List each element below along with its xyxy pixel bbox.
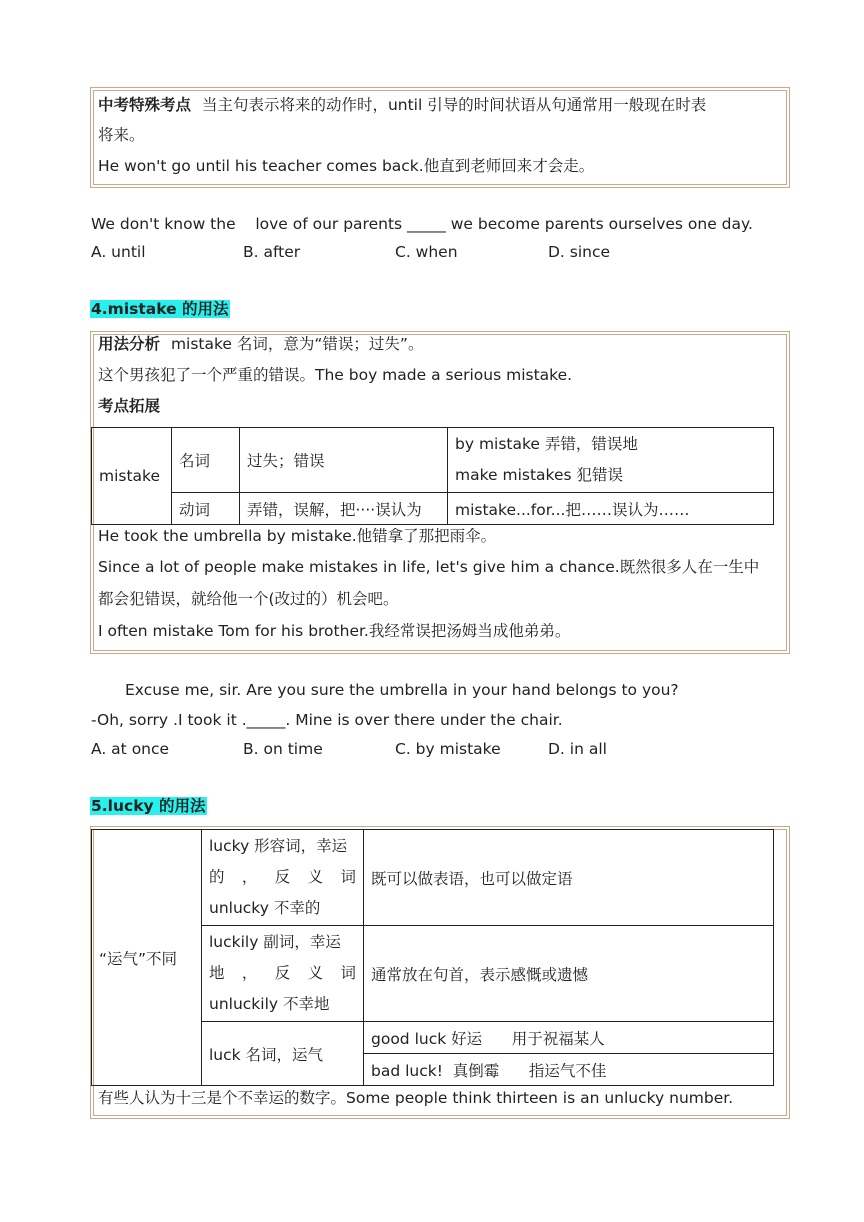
special-point-line3: He won't go until his teacher comes back.他直到老师回来才会走。 — [98, 157, 595, 175]
special-point-text: 当主句表示将来的动作时，until 引导的时间状语从句通常用一般现在时表 — [201, 96, 707, 114]
mistake-analysis-text: mistake 名词，意为“错误；过失”。 — [170, 335, 424, 353]
row2-l2-c4: 词 — [340, 964, 356, 982]
exercise2-option-a: A. at once — [91, 740, 170, 758]
mistake-table — [91, 427, 774, 525]
lucky-table-row1-word-l2 — [209, 862, 356, 893]
row2-l2-c0: 地 — [209, 964, 225, 982]
lucky-table-row2-usage: 通常放在句首，表示感慨或遗憾 — [364, 926, 774, 1022]
row2-l2-c3: 义 — [307, 964, 324, 982]
mistake-table-verb-meaning: 弄错，误解，把····误认为 — [240, 493, 448, 525]
lucky-table-row2-word-l3: unluckily 不幸地 — [209, 995, 330, 1013]
lucky-table-row1-usage: 既可以做表语，也可以做定语 — [364, 830, 774, 926]
section4-heading-text: 4.mistake 的用法 — [91, 300, 229, 318]
exercise2-line1: Excuse me, sir. Are you sure the umbrella in your hand belongs to you? — [125, 681, 679, 699]
mistake-analysis-label: 用法分析 — [98, 335, 161, 353]
special-point-line1 — [98, 90, 706, 120]
exercise1-option-a: A. until — [91, 243, 146, 261]
lucky-table-row3-usage1: good luck 好运 用于祝福某人 — [364, 1022, 774, 1054]
row1-l2-c4: 词 — [340, 868, 356, 886]
mistake-example2-line1: Since a lot of people make mistakes in life, let's give him a chance.既然很多人在一生中 — [98, 558, 760, 576]
row1-l2-c0: 的 — [209, 868, 225, 886]
row2-l2-c2: 反 — [274, 964, 291, 982]
mistake-table-verb-label: 动词 — [172, 493, 240, 525]
mistake-example2-line2: 都会犯错误，就给他一个(改过的）机会吧。 — [98, 590, 399, 608]
lucky-table — [91, 829, 774, 1086]
exercise2-line2: -Oh, sorry .I took it ._____. Mine is over there under the chair. — [91, 711, 563, 729]
section4-heading — [90, 297, 230, 321]
exercise1-option-b: B. after — [243, 243, 301, 261]
exercise2-option-c: C. by mistake — [395, 740, 501, 758]
lucky-table-row2-word-l2 — [209, 958, 356, 989]
lucky-table-category: “运气”不同 — [92, 830, 202, 1086]
section5-heading-text: 5.lucky 的用法 — [91, 797, 206, 815]
mistake-table-noun-phrases — [448, 428, 774, 493]
exercise2-option-b: B. on time — [243, 740, 323, 758]
lucky-table-row1-word — [202, 830, 364, 926]
special-point-line2: 将来。 — [98, 126, 145, 144]
exercise1-option-c: C. when — [395, 243, 458, 261]
lucky-table-row2-word — [202, 926, 364, 1022]
lucky-table-row2-word-l1: luckily 副词，幸运 — [209, 933, 341, 951]
row1-l2-c1: ， — [241, 868, 258, 886]
mistake-table-word: mistake — [92, 428, 172, 525]
mistake-table-verb-phrase: mistake...for...把……误认为…… — [448, 493, 774, 525]
mistake-table-noun-phrase1: by mistake 弄错，错误地 — [455, 435, 638, 453]
lucky-table-row1-word-l1: lucky 形容词，幸运 — [209, 837, 348, 855]
lucky-example: 有些人认为十三是个不幸运的数字。Some people think thirteen is an unlucky number. — [98, 1089, 734, 1107]
exercise2-option-d: D. in all — [548, 740, 607, 758]
lucky-table-row3-word: luck 名词，运气 — [202, 1022, 364, 1086]
mistake-table-noun-label: 名词 — [172, 428, 240, 493]
lucky-table-row3-usage2: bad luck! 真倒霉 指运气不佳 — [364, 1054, 774, 1086]
mistake-table-noun-phrase2: make mistakes 犯错误 — [455, 466, 624, 484]
mistake-example3: I often mistake Tom for his brother.我经常误把汤姆当成他弟弟。 — [98, 622, 571, 640]
mistake-example1: He took the umbrella by mistake.他错拿了那把雨伞。 — [98, 527, 497, 545]
exercise1-question: We don't know the love of our parents _____ we become parents ourselves one day. — [91, 215, 753, 233]
section5-heading — [90, 794, 207, 818]
exercise1-option-d: D. since — [548, 243, 611, 261]
row1-l2-c2: 反 — [274, 868, 291, 886]
lucky-table-row1-word-l3: unlucky 不幸的 — [209, 899, 321, 917]
row1-l2-c3: 义 — [307, 868, 324, 886]
special-point-title: 中考特殊考点 — [98, 96, 192, 114]
mistake-table-noun-meaning: 过失；错误 — [240, 428, 448, 493]
mistake-analysis-line — [98, 329, 423, 360]
row2-l2-c1: ， — [241, 964, 258, 982]
mistake-extension-label: 考点拓展 — [98, 397, 161, 415]
mistake-example0: 这个男孩犯了一个严重的错误。The boy made a serious mistake. — [98, 366, 573, 384]
